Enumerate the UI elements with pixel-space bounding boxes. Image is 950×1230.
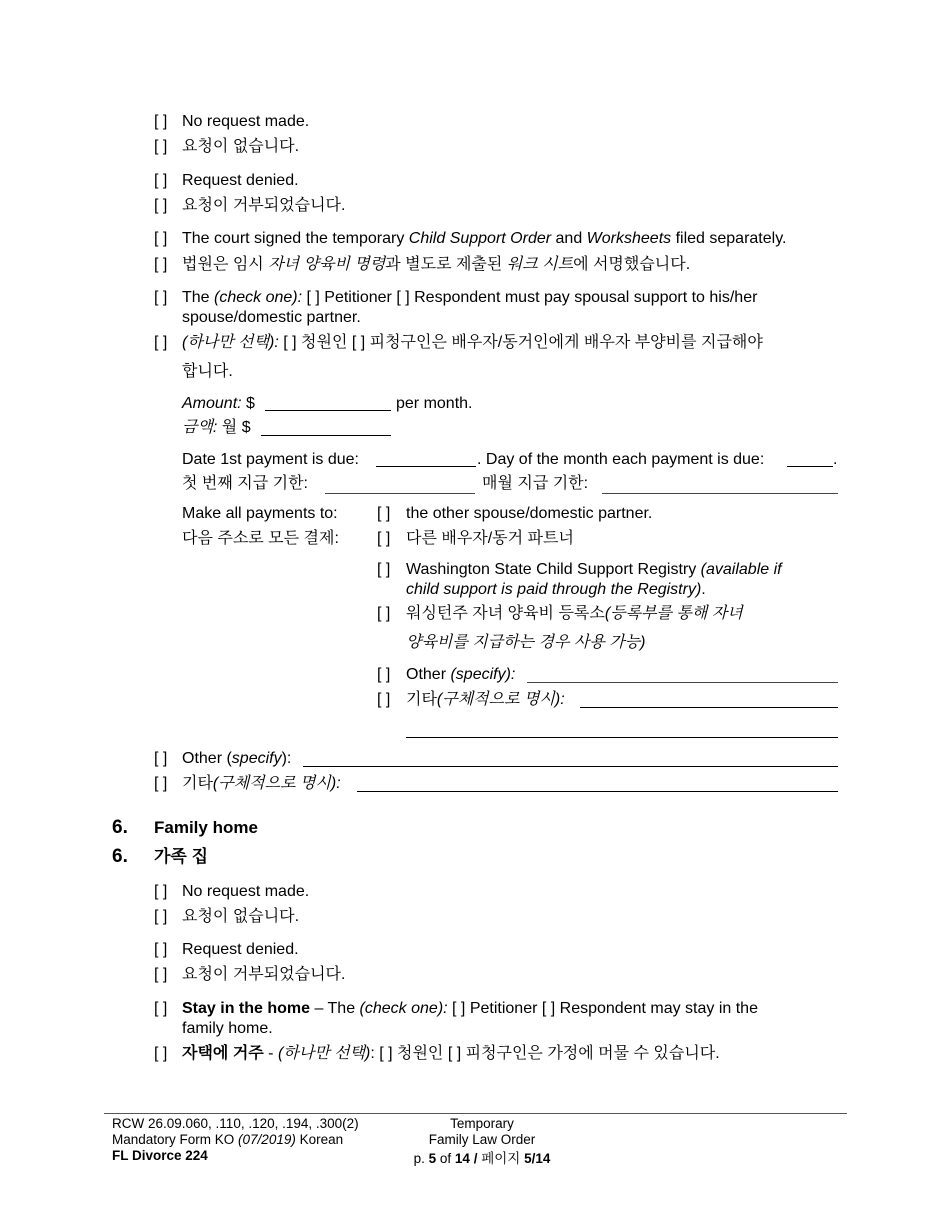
denied-en: Request denied.: [182, 941, 299, 958]
other-ko-field[interactable]: [357, 791, 838, 792]
date-due-en-label: Date 1st payment is due:: [182, 451, 359, 468]
spousal-support-en-cont: spouse/domestic partner.: [182, 309, 361, 326]
first-payment-date-field[interactable]: [376, 466, 476, 467]
spousal-support-ko-cont: 합니다.: [182, 363, 233, 380]
footer-rcw: RCW 26.09.060, .110, .120, .194, .300(2): [112, 1116, 359, 1131]
other-specify-extra-line[interactable]: [406, 737, 838, 738]
denied-ko: 요청이 거부되었습니다.: [182, 966, 346, 983]
other-spouse-ko: 다른 배우자/동거 파트너: [406, 530, 574, 547]
other-spouse-en: the other spouse/domestic partner.: [406, 505, 653, 522]
amount-en-label: Amount: $: [182, 395, 255, 412]
checkbox[interactable]: [ ]: [154, 289, 168, 306]
checkbox[interactable]: [ ]: [154, 1000, 168, 1017]
first-payment-date-ko-field[interactable]: [325, 493, 475, 494]
spousal-support-en: The (check one): [ ] Petitioner [ ] Respondent must pay spousal support to his/her: [182, 289, 758, 306]
no-request-ko: 요청이 없습니다.: [182, 908, 300, 925]
checkbox[interactable]: [ ]: [154, 197, 168, 214]
wa-registry-ko-cont: 양육비를 지급하는 경우 사용 가능): [406, 634, 646, 651]
wa-registry-ko: 워싱턴주 자녀 양육비 등록소(등록부를 통해 자녀: [406, 605, 743, 622]
checkbox[interactable]: [ ]: [154, 172, 168, 189]
amount-en-suffix: per month.: [396, 395, 473, 412]
checkbox[interactable]: [ ]: [154, 138, 168, 155]
checkbox[interactable]: [ ]: [154, 775, 168, 792]
footer-divider: [104, 1113, 847, 1114]
checkbox[interactable]: [ ]: [154, 941, 168, 958]
footer-mandatory: Mandatory Form KO (07/2019) Korean: [112, 1132, 344, 1147]
make-payments-ko: 다음 주소로 모든 결제:: [182, 530, 339, 547]
checkbox[interactable]: [ ]: [154, 113, 168, 130]
other-en: Other (specify):: [182, 750, 292, 767]
other-specify-field[interactable]: [527, 682, 838, 683]
checkbox[interactable]: [ ]: [377, 561, 391, 578]
denied-ko: 요청이 거부되었습니다.: [182, 197, 346, 214]
footer-page-number: p. 5 of 14 / 페이지 5/14: [413, 1151, 551, 1166]
other-specify-ko-field[interactable]: [580, 707, 838, 708]
checkbox[interactable]: [ ]: [154, 334, 168, 351]
day-of-month-ko-field[interactable]: [602, 493, 838, 494]
checkbox[interactable]: [ ]: [154, 1045, 168, 1062]
wa-registry-en-cont: child support is paid through the Registry).: [406, 581, 706, 598]
wa-registry-en: Washington State Child Support Registry (available if: [406, 561, 782, 578]
checkbox[interactable]: [ ]: [154, 908, 168, 925]
footer-center-1: Temporary: [450, 1116, 514, 1131]
amount-ko-field[interactable]: [261, 435, 391, 436]
section-number: 6.: [112, 817, 128, 838]
section-title-ko: 가족 집: [154, 847, 208, 866]
other-specify-en: Other (specify):: [406, 666, 516, 683]
checkbox[interactable]: [ ]: [377, 530, 391, 547]
no-request-ko: 요청이 없습니다.: [182, 138, 300, 155]
checkbox[interactable]: [ ]: [154, 883, 168, 900]
checkbox[interactable]: [ ]: [154, 230, 168, 247]
checkbox[interactable]: [ ]: [377, 691, 391, 708]
footer-form-id: FL Divorce 224: [112, 1148, 208, 1163]
amount-en-field[interactable]: [265, 410, 391, 411]
other-ko: 기타(구체적으로 명시):: [182, 775, 341, 792]
no-request-en: No request made.: [182, 883, 310, 900]
checkbox[interactable]: [ ]: [377, 505, 391, 522]
checkbox[interactable]: [ ]: [154, 966, 168, 983]
stay-home-ko: 자택에 거주 - (하나만 선택): [ ] 청원인 [ ] 피청구인은 가정에 머물 수 있습니다.: [182, 1045, 720, 1062]
section-title-en: Family home: [154, 818, 258, 837]
checkbox[interactable]: [ ]: [377, 666, 391, 683]
day-of-month-en-label: . Day of the month each payment is due:: [477, 451, 765, 468]
day-of-month-field[interactable]: [787, 466, 833, 467]
date-due-ko-label: 첫 번째 지급 기한:: [182, 475, 308, 492]
checkbox[interactable]: [ ]: [154, 750, 168, 767]
make-payments-en: Make all payments to:: [182, 505, 338, 522]
other-en-field[interactable]: [303, 766, 838, 767]
stay-home-en-cont: family home.: [182, 1020, 273, 1037]
other-specify-ko: 기타(구체적으로 명시):: [406, 691, 565, 708]
footer-center-2: Family Law Order: [428, 1132, 536, 1147]
stay-home-en: Stay in the home – The (check one): [ ] Petitioner [ ] Respondent may stay in the: [182, 1000, 758, 1017]
amount-ko-label: 금액: 월 $: [182, 419, 251, 436]
spousal-support-ko: (하나만 선택): [ ] 청원인 [ ] 피청구인은 배우자/동거인에게 배우자 부양비를 지급해야: [182, 334, 763, 351]
checkbox[interactable]: [ ]: [154, 256, 168, 273]
period: .: [833, 451, 838, 468]
court-signed-ko: 법원은 임시 자녀 양육비 명령과 별도로 제출된 워크 시트에 서명했습니다.: [182, 256, 691, 273]
no-request-en: No request made.: [182, 113, 310, 130]
section-number: 6.: [112, 846, 128, 867]
court-signed-en: The court signed the temporary Child Support Order and Worksheets filed separately.: [182, 230, 787, 247]
denied-en: Request denied.: [182, 172, 299, 189]
checkbox[interactable]: [ ]: [377, 605, 391, 622]
day-of-month-ko-label: 매월 지급 기한:: [482, 475, 589, 492]
